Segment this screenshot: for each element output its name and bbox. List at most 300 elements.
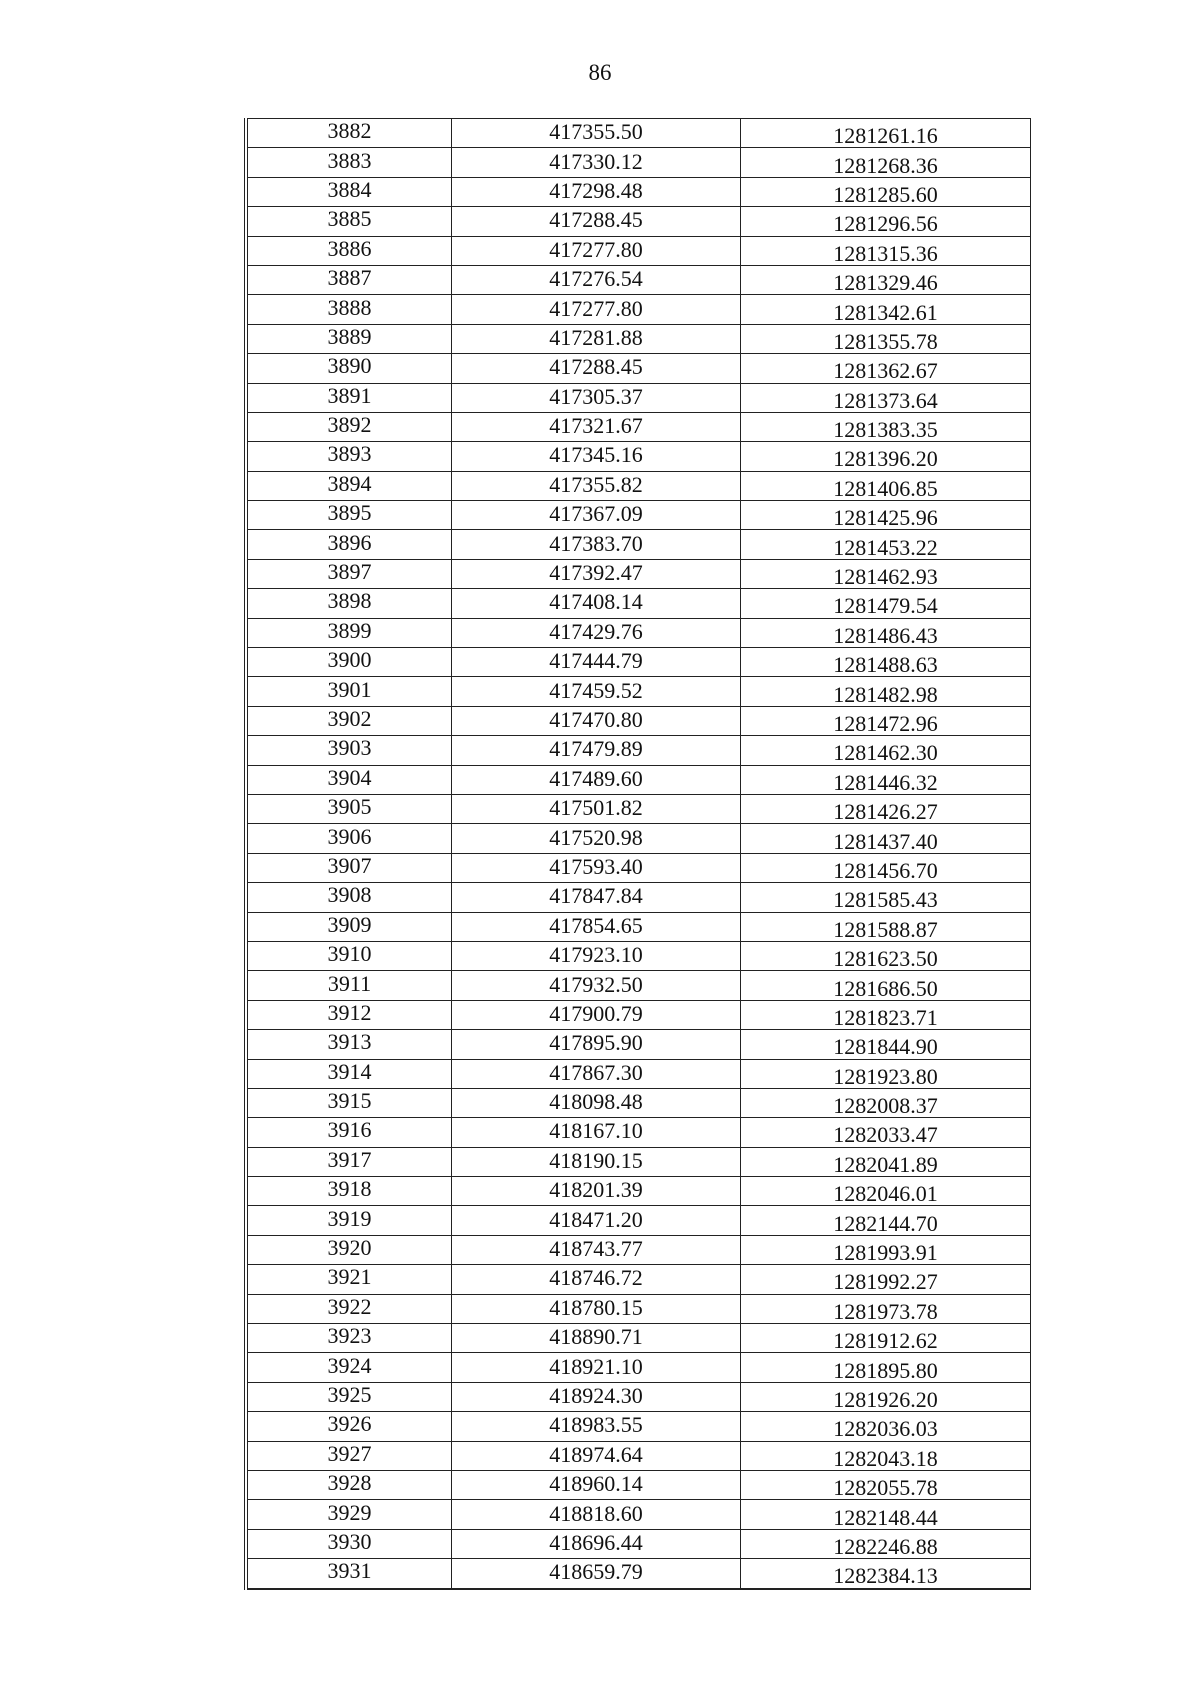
y-coordinate-cell [741, 471, 1031, 500]
point-number-cell [246, 1030, 452, 1059]
y-coordinate-cell [741, 1470, 1031, 1499]
y-coordinate-cell-text: 1281482.98 [833, 681, 938, 707]
x-coordinate-cell-text: 417932.50 [549, 971, 643, 997]
y-coordinate-cell-text: 1281923.80 [833, 1063, 938, 1089]
y-coordinate-cell-text: 1282041.89 [833, 1151, 938, 1177]
table-row [246, 119, 1031, 148]
point-number-cell [246, 1294, 452, 1323]
y-coordinate-cell-text: 1281453.22 [833, 534, 938, 560]
y-coordinate-cell-text: 1282046.01 [833, 1181, 938, 1207]
point-number-cell-text: 3882 [327, 118, 372, 144]
x-coordinate-cell [452, 530, 741, 559]
y-coordinate-cell [741, 1030, 1031, 1059]
y-coordinate-cell [741, 648, 1031, 677]
y-coordinate-cell-text: 1282043.18 [833, 1445, 938, 1471]
point-number-cell [246, 1147, 452, 1176]
y-coordinate-cell [741, 853, 1031, 882]
point-number-cell-text: 3905 [327, 794, 372, 820]
table-row [246, 883, 1031, 912]
y-coordinate-cell [741, 883, 1031, 912]
y-coordinate-cell-text: 1281362.67 [833, 358, 938, 384]
y-coordinate-cell [741, 824, 1031, 853]
point-number-cell [246, 824, 452, 853]
y-coordinate-cell [741, 501, 1031, 530]
point-number-cell-text: 3897 [327, 559, 372, 585]
y-coordinate-cell [741, 1529, 1031, 1558]
x-coordinate-cell [452, 1000, 741, 1029]
table-row [246, 589, 1031, 618]
x-coordinate-cell-text: 418167.10 [549, 1118, 643, 1144]
point-number-cell-text: 3885 [327, 206, 372, 232]
y-coordinate-cell [741, 1441, 1031, 1470]
y-coordinate-cell-text: 1281285.60 [833, 181, 938, 207]
x-coordinate-cell-text: 417392.47 [549, 560, 643, 586]
y-coordinate-cell [741, 177, 1031, 206]
x-coordinate-cell [452, 1294, 741, 1323]
point-number-cell [246, 354, 452, 383]
x-coordinate-cell-text: 417321.67 [549, 413, 643, 439]
y-coordinate-cell [741, 912, 1031, 941]
y-coordinate-cell-text: 1281396.20 [833, 446, 938, 472]
point-number-cell [246, 471, 452, 500]
y-coordinate-cell [741, 706, 1031, 735]
point-number-cell-text: 3931 [327, 1558, 372, 1584]
table-row [246, 1206, 1031, 1235]
point-number-cell [246, 1088, 452, 1117]
y-coordinate-cell [741, 618, 1031, 647]
x-coordinate-cell [452, 618, 741, 647]
x-coordinate-cell-text: 417900.79 [549, 1000, 643, 1026]
point-number-cell-text: 3891 [327, 382, 372, 408]
point-number-cell [246, 177, 452, 206]
y-coordinate-cell-text: 1281462.93 [833, 564, 938, 590]
y-coordinate-cell [741, 941, 1031, 970]
y-coordinate-cell [741, 1500, 1031, 1529]
x-coordinate-cell-text: 417895.90 [549, 1030, 643, 1056]
x-coordinate-cell [452, 1088, 741, 1117]
y-coordinate-cell-text: 1281426.27 [833, 799, 938, 825]
x-coordinate-cell-text: 417281.88 [549, 324, 643, 350]
point-number-cell [246, 706, 452, 735]
y-coordinate-cell [741, 1412, 1031, 1441]
y-coordinate-cell [741, 559, 1031, 588]
table-row [246, 1265, 1031, 1294]
point-number-cell [246, 794, 452, 823]
point-number-cell-text: 3927 [327, 1440, 372, 1466]
point-number-cell [246, 1235, 452, 1264]
point-number-cell-text: 3921 [327, 1264, 372, 1290]
y-coordinate-cell-text: 1281823.71 [833, 1004, 938, 1030]
y-coordinate-cell [741, 295, 1031, 324]
y-coordinate-cell [741, 1059, 1031, 1088]
table-row [246, 236, 1031, 265]
x-coordinate-cell-text: 417520.98 [549, 824, 643, 850]
x-coordinate-cell [452, 824, 741, 853]
x-coordinate-cell-text: 418921.10 [549, 1353, 643, 1379]
x-coordinate-cell [452, 677, 741, 706]
y-coordinate-cell-text: 1282036.03 [833, 1416, 938, 1442]
y-coordinate-cell [741, 383, 1031, 412]
table-row [246, 148, 1031, 177]
x-coordinate-cell-text: 418201.39 [549, 1177, 643, 1203]
x-coordinate-cell [452, 589, 741, 618]
y-coordinate-cell [741, 1235, 1031, 1264]
y-coordinate-cell-text: 1281342.61 [833, 299, 938, 325]
x-coordinate-cell [452, 648, 741, 677]
point-number-cell-text: 3924 [327, 1352, 372, 1378]
x-coordinate-cell-text: 417854.65 [549, 912, 643, 938]
x-coordinate-cell [452, 1177, 741, 1206]
point-number-cell-text: 3908 [327, 882, 372, 908]
y-coordinate-cell-text: 1281329.46 [833, 270, 938, 296]
y-coordinate-cell-text: 1281488.63 [833, 652, 938, 678]
point-number-cell-text: 3888 [327, 294, 372, 320]
coordinates-table [244, 118, 1031, 1590]
x-coordinate-cell [452, 1235, 741, 1264]
point-number-cell-text: 3919 [327, 1205, 372, 1231]
x-coordinate-cell [452, 1559, 741, 1589]
point-number-cell-text: 3909 [327, 911, 372, 937]
y-coordinate-cell-text: 1281686.50 [833, 975, 938, 1001]
x-coordinate-cell-text: 417288.45 [549, 354, 643, 380]
table-row [246, 1470, 1031, 1499]
table-row [246, 941, 1031, 970]
x-coordinate-cell [452, 559, 741, 588]
point-number-cell [246, 412, 452, 441]
x-coordinate-cell-text: 418471.20 [549, 1206, 643, 1232]
point-number-cell-text: 3884 [327, 176, 372, 202]
point-number-cell-text: 3928 [327, 1470, 372, 1496]
table-row [246, 1059, 1031, 1088]
table-row [246, 207, 1031, 236]
x-coordinate-cell-text: 417288.45 [549, 207, 643, 233]
x-coordinate-cell-text: 417444.79 [549, 648, 643, 674]
y-coordinate-cell [741, 265, 1031, 294]
point-number-cell-text: 3883 [327, 147, 372, 173]
point-number-cell [246, 912, 452, 941]
x-coordinate-cell [452, 1412, 741, 1441]
x-coordinate-cell [452, 471, 741, 500]
point-number-cell [246, 1353, 452, 1382]
point-number-cell-text: 3904 [327, 764, 372, 790]
point-number-cell-text: 3916 [327, 1117, 372, 1143]
point-number-cell-text: 3894 [327, 470, 372, 496]
point-number-cell-text: 3911 [327, 970, 372, 996]
x-coordinate-cell-text: 418659.79 [549, 1559, 643, 1585]
y-coordinate-cell-text: 1281585.43 [833, 887, 938, 913]
point-number-cell [246, 207, 452, 236]
point-number-cell [246, 265, 452, 294]
point-number-cell-text: 3900 [327, 647, 372, 673]
y-coordinate-cell-text: 1282008.37 [833, 1093, 938, 1119]
x-coordinate-cell [452, 354, 741, 383]
x-coordinate-cell [452, 148, 741, 177]
point-number-cell [246, 501, 452, 530]
x-coordinate-cell [452, 1441, 741, 1470]
x-coordinate-cell [452, 1529, 741, 1558]
x-coordinate-cell [452, 706, 741, 735]
point-number-cell-text: 3918 [327, 1176, 372, 1202]
table-row [246, 1500, 1031, 1529]
point-number-cell-text: 3899 [327, 617, 372, 643]
point-number-cell-text: 3929 [327, 1499, 372, 1525]
y-coordinate-cell-text: 1281486.43 [833, 622, 938, 648]
x-coordinate-cell [452, 883, 741, 912]
y-coordinate-cell-text: 1281437.40 [833, 828, 938, 854]
y-coordinate-cell-text: 1281446.32 [833, 769, 938, 795]
point-number-cell [246, 1324, 452, 1353]
y-coordinate-cell [741, 1353, 1031, 1382]
point-number-cell [246, 324, 452, 353]
x-coordinate-cell-text: 418190.15 [549, 1147, 643, 1173]
y-coordinate-cell [741, 1265, 1031, 1294]
x-coordinate-cell [452, 941, 741, 970]
point-number-cell [246, 530, 452, 559]
point-number-cell-text: 3890 [327, 353, 372, 379]
x-coordinate-cell [452, 1470, 741, 1499]
x-coordinate-cell-text: 417277.80 [549, 236, 643, 262]
y-coordinate-cell-text: 1281588.87 [833, 916, 938, 942]
x-coordinate-cell [452, 1265, 741, 1294]
x-coordinate-cell [452, 207, 741, 236]
y-coordinate-cell [741, 736, 1031, 765]
point-number-cell-text: 3895 [327, 500, 372, 526]
point-number-cell [246, 1412, 452, 1441]
point-number-cell-text: 3910 [327, 941, 372, 967]
x-coordinate-cell-text: 417489.60 [549, 765, 643, 791]
y-coordinate-cell [741, 1324, 1031, 1353]
y-coordinate-cell-text: 1281472.96 [833, 711, 938, 736]
x-coordinate-cell-text: 417367.09 [549, 501, 643, 527]
point-number-cell [246, 1529, 452, 1558]
x-coordinate-cell [452, 1500, 741, 1529]
table-row [246, 1177, 1031, 1206]
point-number-cell [246, 236, 452, 265]
y-coordinate-cell-text: 1281912.62 [833, 1328, 938, 1354]
point-number-cell-text: 3914 [327, 1058, 372, 1084]
y-coordinate-cell-text: 1281406.85 [833, 475, 938, 501]
table-row [246, 177, 1031, 206]
y-coordinate-cell-text: 1282384.13 [833, 1563, 938, 1589]
table-row [246, 618, 1031, 647]
x-coordinate-cell [452, 1118, 741, 1147]
y-coordinate-cell-text: 1281373.64 [833, 387, 938, 413]
table-row [246, 383, 1031, 412]
y-coordinate-cell [741, 1382, 1031, 1411]
x-coordinate-cell [452, 1059, 741, 1088]
x-coordinate-cell [452, 324, 741, 353]
table-row [246, 1294, 1031, 1323]
point-number-cell [246, 648, 452, 677]
table-row [246, 824, 1031, 853]
y-coordinate-cell-text: 1281973.78 [833, 1298, 938, 1324]
y-coordinate-cell [741, 530, 1031, 559]
x-coordinate-cell-text: 418924.30 [549, 1382, 643, 1408]
table-row [246, 1235, 1031, 1264]
point-number-cell [246, 1265, 452, 1294]
x-coordinate-cell-text: 417345.16 [549, 442, 643, 468]
x-coordinate-cell-text: 418890.71 [549, 1324, 643, 1350]
x-coordinate-cell-text: 417355.82 [549, 471, 643, 497]
point-number-cell [246, 765, 452, 794]
x-coordinate-cell-text: 417330.12 [549, 148, 643, 174]
x-coordinate-cell-text: 418696.44 [549, 1529, 643, 1555]
coordinates-table-body [246, 119, 1031, 1589]
x-coordinate-cell [452, 1382, 741, 1411]
point-number-cell [246, 1059, 452, 1088]
x-coordinate-cell [452, 1324, 741, 1353]
y-coordinate-cell [741, 1000, 1031, 1029]
y-coordinate-cell [741, 354, 1031, 383]
y-coordinate-cell-text: 1281623.50 [833, 946, 938, 972]
page-number: 86 [588, 60, 612, 85]
point-number-cell-text: 3920 [327, 1235, 372, 1261]
table-row [246, 324, 1031, 353]
point-number-cell [246, 1382, 452, 1411]
y-coordinate-cell-text: 1281296.56 [833, 211, 938, 237]
point-number-cell [246, 1559, 452, 1589]
x-coordinate-cell [452, 794, 741, 823]
x-coordinate-cell [452, 442, 741, 471]
x-coordinate-cell-text: 418960.14 [549, 1471, 643, 1497]
x-coordinate-cell [452, 1206, 741, 1235]
y-coordinate-cell-text: 1281462.30 [833, 740, 938, 766]
table-row [246, 1441, 1031, 1470]
table-row [246, 1147, 1031, 1176]
x-coordinate-cell-text: 418974.64 [549, 1441, 643, 1467]
x-coordinate-cell-text: 418983.55 [549, 1412, 643, 1438]
point-number-cell [246, 559, 452, 588]
point-number-cell-text: 3901 [327, 676, 372, 702]
table-row [246, 1324, 1031, 1353]
point-number-cell-text: 3889 [327, 323, 372, 349]
y-coordinate-cell [741, 207, 1031, 236]
y-coordinate-cell-text: 1282033.47 [833, 1122, 938, 1148]
x-coordinate-cell-text: 417593.40 [549, 853, 643, 879]
table-row [246, 412, 1031, 441]
point-number-cell-text: 3902 [327, 706, 372, 731]
x-coordinate-cell [452, 971, 741, 1000]
point-number-cell [246, 1441, 452, 1470]
table-row [246, 1118, 1031, 1147]
x-coordinate-cell-text: 417408.14 [549, 589, 643, 615]
point-number-cell [246, 883, 452, 912]
table-row [246, 1088, 1031, 1117]
table-row [246, 295, 1031, 324]
table-row [246, 1559, 1031, 1589]
table-row [246, 1529, 1031, 1558]
y-coordinate-cell [741, 148, 1031, 177]
point-number-cell-text: 3912 [327, 999, 372, 1025]
table-row [246, 354, 1031, 383]
point-number-cell-text: 3903 [327, 735, 372, 761]
y-coordinate-cell [741, 677, 1031, 706]
point-number-cell-text: 3917 [327, 1146, 372, 1172]
x-coordinate-cell [452, 295, 741, 324]
y-coordinate-cell-text: 1281844.90 [833, 1034, 938, 1060]
x-coordinate-cell [452, 265, 741, 294]
point-number-cell-text: 3896 [327, 529, 372, 555]
y-coordinate-cell-text: 1282148.44 [833, 1504, 938, 1530]
table-row [246, 530, 1031, 559]
y-coordinate-cell-text: 1282144.70 [833, 1210, 938, 1236]
table-row [246, 1353, 1031, 1382]
y-coordinate-cell-text: 1281261.16 [833, 123, 938, 149]
y-coordinate-cell [741, 971, 1031, 1000]
point-number-cell [246, 295, 452, 324]
point-number-cell [246, 1500, 452, 1529]
point-number-cell-text: 3915 [327, 1088, 372, 1114]
y-coordinate-cell [741, 412, 1031, 441]
x-coordinate-cell-text: 417277.80 [549, 295, 643, 321]
table-row [246, 1412, 1031, 1441]
x-coordinate-cell [452, 853, 741, 882]
y-coordinate-cell-text: 1281315.36 [833, 240, 938, 266]
x-coordinate-cell-text: 418780.15 [549, 1294, 643, 1320]
x-coordinate-cell [452, 236, 741, 265]
point-number-cell [246, 1206, 452, 1235]
x-coordinate-cell [452, 736, 741, 765]
y-coordinate-cell-text: 1281268.36 [833, 152, 938, 178]
point-number-cell [246, 442, 452, 471]
x-coordinate-cell-text: 417355.50 [549, 119, 643, 145]
y-coordinate-cell-text: 1281895.80 [833, 1357, 938, 1383]
table-row [246, 265, 1031, 294]
table-row [246, 1030, 1031, 1059]
y-coordinate-cell [741, 1206, 1031, 1235]
x-coordinate-cell [452, 177, 741, 206]
point-number-cell-text: 3893 [327, 441, 372, 467]
y-coordinate-cell-text: 1281479.54 [833, 593, 938, 619]
y-coordinate-cell [741, 794, 1031, 823]
x-coordinate-cell-text: 417305.37 [549, 383, 643, 409]
y-coordinate-cell [741, 442, 1031, 471]
point-number-cell-text: 3907 [327, 852, 372, 878]
point-number-cell [246, 589, 452, 618]
y-coordinate-cell [741, 1088, 1031, 1117]
y-coordinate-cell [741, 1147, 1031, 1176]
y-coordinate-cell-text: 1281993.91 [833, 1240, 938, 1266]
y-coordinate-cell [741, 236, 1031, 265]
x-coordinate-cell [452, 412, 741, 441]
y-coordinate-cell-text: 1281355.78 [833, 328, 938, 354]
table-row [246, 442, 1031, 471]
y-coordinate-cell [741, 1559, 1031, 1589]
x-coordinate-cell-text: 418743.77 [549, 1236, 643, 1262]
y-coordinate-cell-text: 1281383.35 [833, 417, 938, 443]
x-coordinate-cell-text: 417923.10 [549, 942, 643, 968]
table-row [246, 471, 1031, 500]
y-coordinate-cell [741, 324, 1031, 353]
point-number-cell-text: 3906 [327, 823, 372, 849]
y-coordinate-cell-text: 1282055.78 [833, 1475, 938, 1501]
x-coordinate-cell [452, 912, 741, 941]
table-row [246, 765, 1031, 794]
point-number-cell [246, 853, 452, 882]
table-row [246, 794, 1031, 823]
x-coordinate-cell [452, 119, 741, 148]
x-coordinate-cell [452, 383, 741, 412]
x-coordinate-cell-text: 417867.30 [549, 1059, 643, 1085]
x-coordinate-cell-text: 417276.54 [549, 266, 643, 292]
x-coordinate-cell-text: 417383.70 [549, 530, 643, 556]
point-number-cell-text: 3887 [327, 265, 372, 291]
y-coordinate-cell [741, 119, 1031, 148]
point-number-cell [246, 119, 452, 148]
x-coordinate-cell-text: 418746.72 [549, 1265, 643, 1291]
y-coordinate-cell-text: 1281926.20 [833, 1386, 938, 1412]
x-coordinate-cell [452, 501, 741, 530]
